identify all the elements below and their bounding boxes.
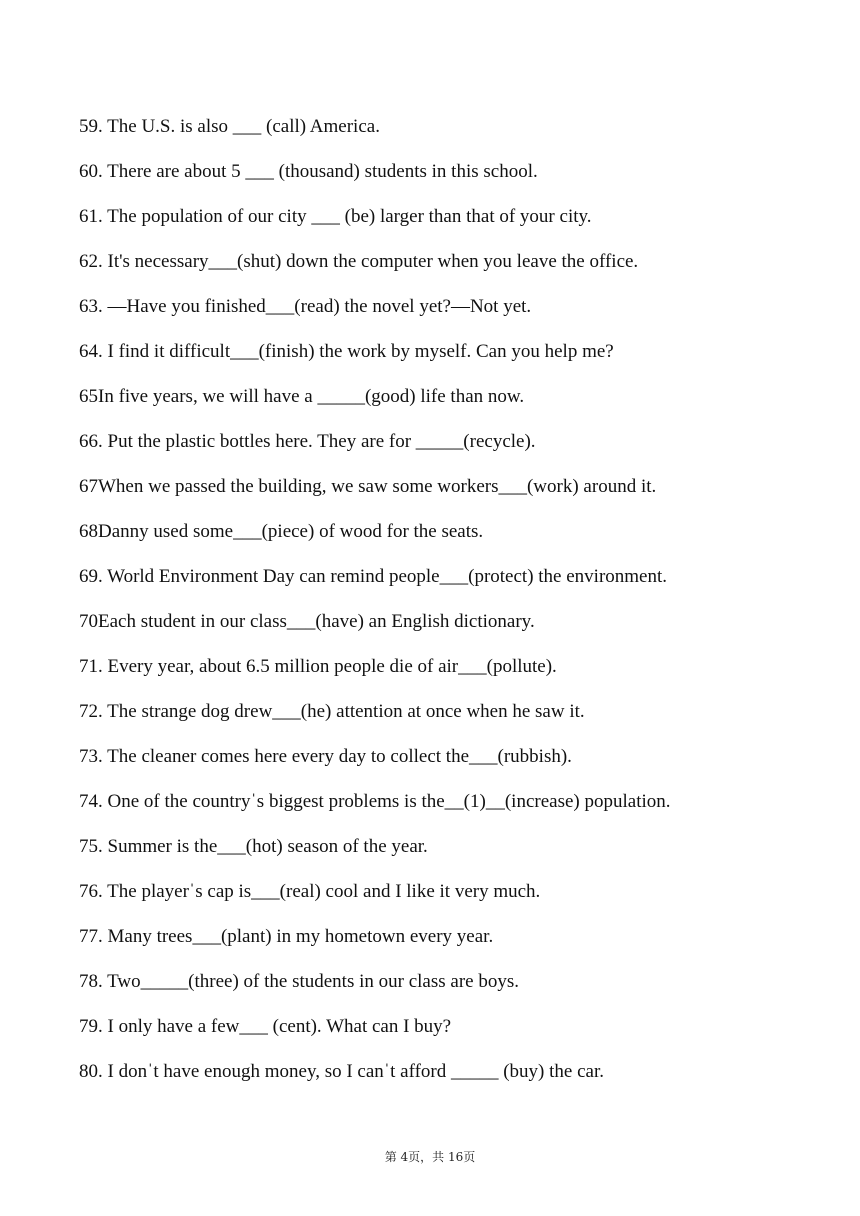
question-60: 60. There are about 5 ___ (thousand) students in this school.	[79, 161, 538, 182]
question-65: 65In five years, we will have a _____(good) life than now.	[79, 386, 525, 407]
question-80: 80. I donˈt have enough money, so I canˈt afford _____ (buy) the car.	[79, 1061, 604, 1082]
page-number-footer: 第 4页，共 16页	[384, 1150, 476, 1164]
question-77: 77. Many trees___(plant) in my hometown every year.	[79, 926, 494, 947]
question-73: 73. The cleaner comes here every day to collect the___(rubbish).	[79, 746, 572, 767]
question-61: 61. The population of our city ___ (be) larger than that of your city.	[79, 206, 592, 227]
question-66: 66. Put the plastic bottles here. They are for _____(recycle).	[79, 431, 536, 452]
question-70: 70Each student in our class___(have) an English dictionary.	[79, 611, 535, 632]
question-62: 62. It's necessary___(shut) down the computer when you leave the office.	[79, 251, 639, 272]
question-67: 67When we passed the building, we saw some workers___(work) around it.	[79, 476, 657, 497]
question-63: 63. —Have you finished___(read) the novel yet?—Not yet.	[79, 296, 532, 317]
question-59: 59. The U.S. is also ___ (call) America.	[79, 116, 380, 137]
question-68: 68Danny used some___(piece) of wood for the seats.	[79, 521, 484, 542]
question-78: 78. Two_____(three) of the students in our class are boys.	[79, 971, 519, 992]
question-75: 75. Summer is the___(hot) season of the year.	[79, 836, 428, 857]
question-64: 64. I find it difficult___(finish) the work by myself. Can you help me?	[79, 341, 614, 362]
question-list	[79, 113, 799, 1103]
question-72: 72. The strange dog drew___(he) attention at once when he saw it.	[79, 701, 585, 722]
question-69: 69. World Environment Day can remind people___(protect) the environment.	[79, 566, 668, 587]
question-74: 74. One of the countryˈs biggest problems is the__(1)__(increase) population.	[79, 791, 671, 812]
question-76: 76. The playerˈs cap is___(real) cool and I like it very much.	[79, 881, 541, 902]
question-71: 71. Every year, about 6.5 million people die of air___(pollute).	[79, 656, 557, 677]
question-79: 79. I only have a few___ (cent). What can I buy?	[79, 1016, 452, 1037]
